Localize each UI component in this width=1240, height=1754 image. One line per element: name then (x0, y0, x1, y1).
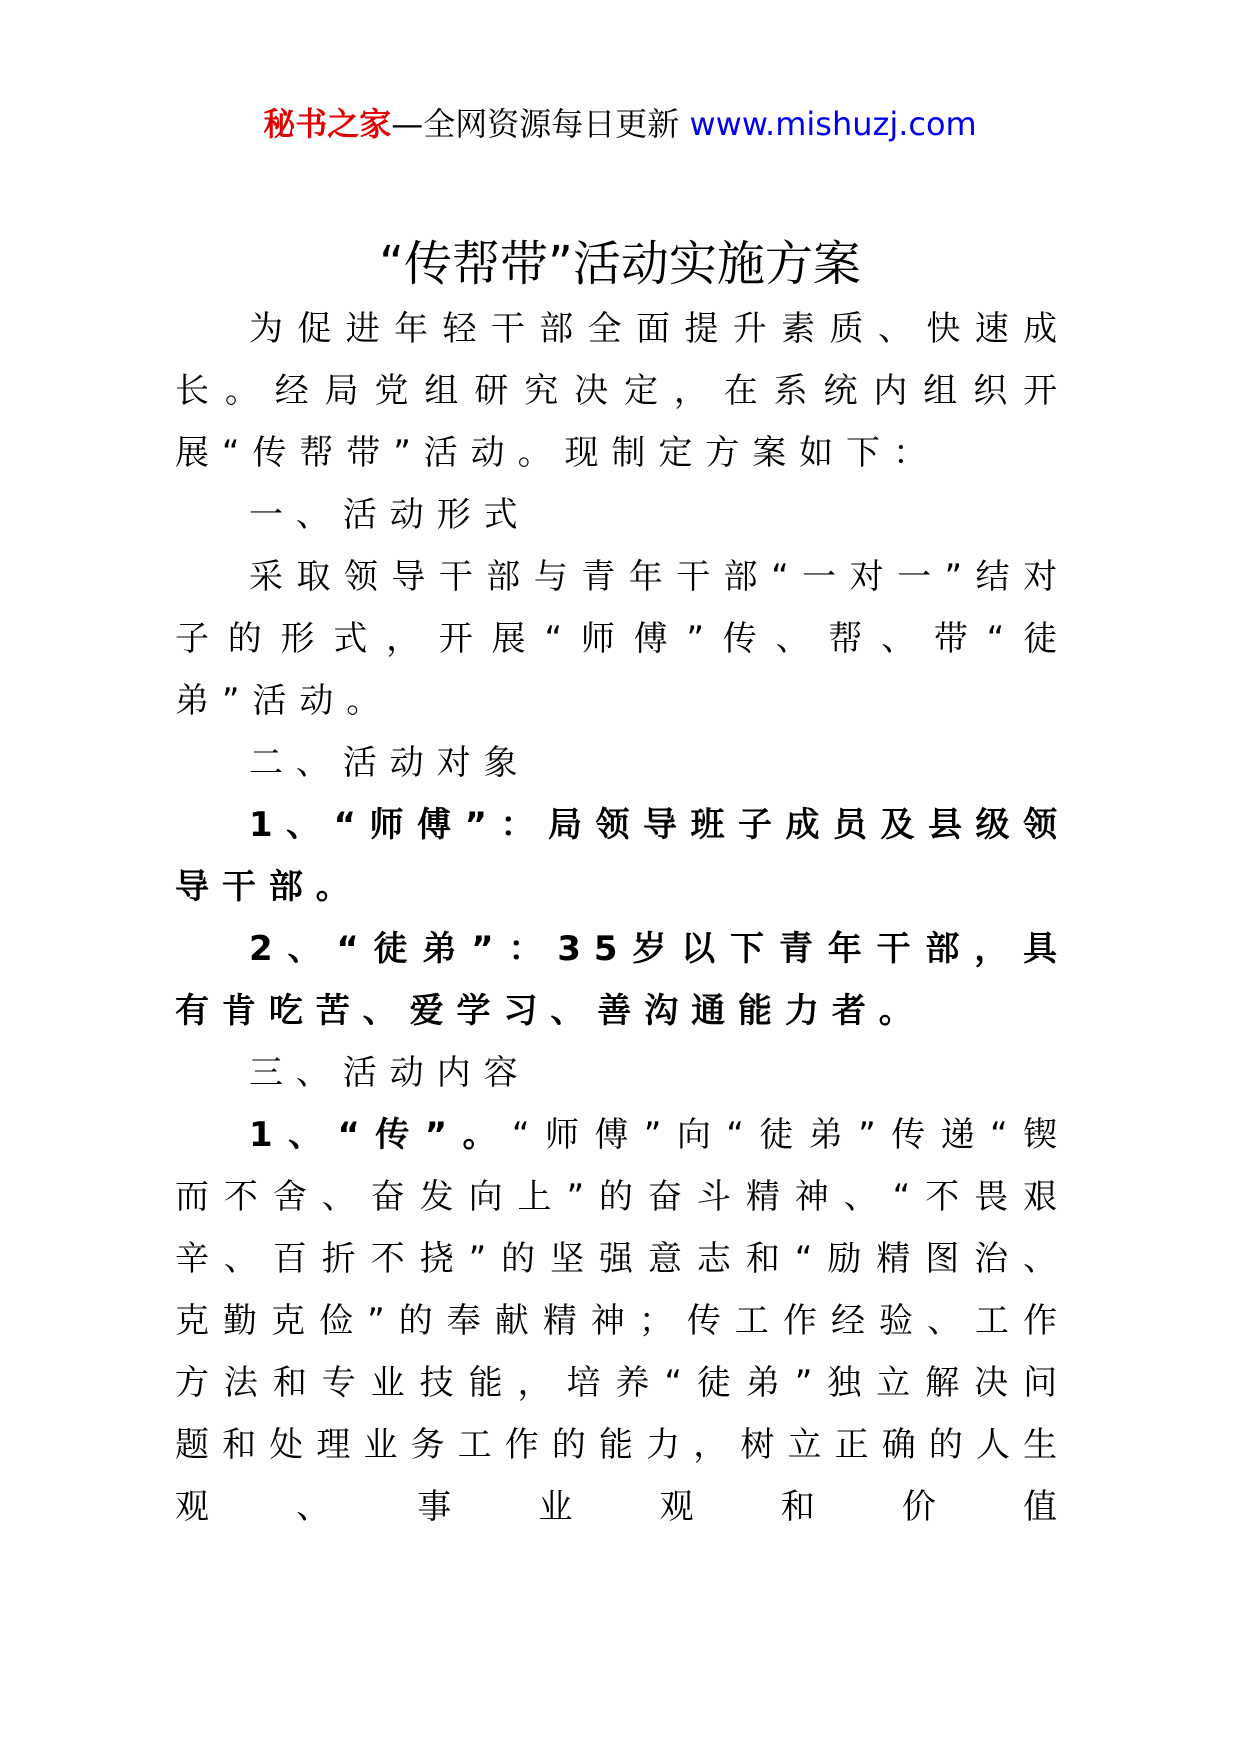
section-heading-form: 一、活动形式 (249, 495, 531, 535)
brand-name: 秘书之家 (263, 105, 392, 143)
intro-paragraph: 为促进年轻干部全面提升素质、快速成长。经局党组研究决定，在系统内组织开展“传帮带”活动。现制定方案如下： (175, 309, 1070, 473)
content-item-lead: 1、“传”。 (249, 1115, 512, 1155)
site-header (0, 100, 1240, 148)
section-heading-target: 二、活动对象 (249, 743, 531, 783)
content-item-body: “师傅”向“徒弟”传递“锲而不舍、奋发向上”的奋斗精神、“不畏艰辛、百折不挠”的坚强意志和“励精图治、克勤克俭”的奉献精神；传工作经验、工作方法和专业技能，培养“徒弟”独立解决问题和处理业务工作的能力，树立正确的人生观、事业观和价值 (175, 1115, 1070, 1527)
document-title: “传帮带”活动实施方案 (379, 236, 861, 292)
document-body (175, 298, 1070, 1538)
header-tagline: —全网资源每日更新 (391, 105, 680, 143)
target-item-apprentice: 2、“徒弟”：35岁以下青年干部，具有肯吃苦、爱学习、善沟通能力者。 (175, 929, 1070, 1031)
target-item-mentor: 1、“师傅”：局领导班子成员及县级领导干部。 (175, 805, 1070, 907)
content-item-pass-on (175, 1104, 1070, 1538)
section-heading-content: 三、活动内容 (249, 1053, 531, 1093)
site-url-link[interactable]: www.mishuzj.com (689, 105, 977, 143)
section-body-form: 采取领导干部与青年干部“一对一”结对子的形式，开展“师傅”传、帮、带“徒弟”活动。 (175, 557, 1070, 721)
